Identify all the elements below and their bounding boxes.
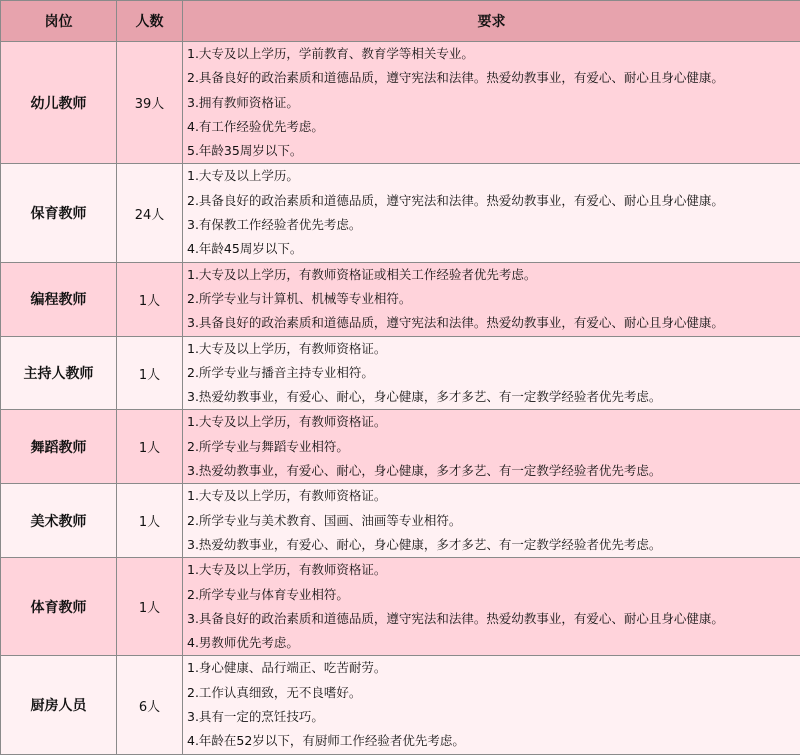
- header-count: 人数: [117, 1, 183, 42]
- header-row: [1, 1, 800, 42]
- requirements-cell: [183, 262, 800, 336]
- requirement-line: 4.有工作经验优先考虑。: [187, 115, 796, 139]
- requirement-line: 1.大专及以上学历，学前教育、教育学等相关专业。: [187, 42, 796, 66]
- requirement-line: 1.大专及以上学历，有教师资格证。: [187, 484, 796, 508]
- table-row: [1, 336, 800, 410]
- requirement-line: 3.具备良好的政治素质和道德品质，遵守宪法和法律。热爱幼教事业，有爱心、耐心且身心健康。: [187, 607, 796, 631]
- count-cell: 6人: [117, 656, 183, 754]
- table-body: [1, 42, 800, 755]
- count-cell: 1人: [117, 336, 183, 410]
- count-cell: 1人: [117, 558, 183, 656]
- table-row: [1, 558, 800, 656]
- requirements-cell: [183, 656, 800, 754]
- table-row: [1, 656, 800, 754]
- requirement-line: 1.大专及以上学历，有教师资格证。: [187, 410, 796, 434]
- requirements-cell: [183, 558, 800, 656]
- requirements-cell: [183, 164, 800, 262]
- position-cell: 主持人教师: [1, 336, 117, 410]
- requirement-line: 3.拥有教师资格证。: [187, 91, 796, 115]
- requirement-line: 1.大专及以上学历，有教师资格证或相关工作经验者优先考虑。: [187, 263, 796, 287]
- requirement-line: 3.具备良好的政治素质和道德品质，遵守宪法和法律。热爱幼教事业，有爱心、耐心且身心健康。: [187, 311, 796, 335]
- table-row: [1, 484, 800, 558]
- requirement-line: 2.所学专业与美术教育、国画、油画等专业相符。: [187, 509, 796, 533]
- count-cell: 1人: [117, 410, 183, 484]
- count-cell: 24人: [117, 164, 183, 262]
- requirement-line: 2.具备良好的政治素质和道德品质，遵守宪法和法律。热爱幼教事业，有爱心、耐心且身心健康。: [187, 66, 796, 90]
- requirement-line: 1.大专及以上学历。: [187, 164, 796, 188]
- position-cell: 幼儿教师: [1, 42, 117, 164]
- requirement-line: 1.大专及以上学历，有教师资格证。: [187, 558, 796, 582]
- requirements-cell: [183, 484, 800, 558]
- table-row: [1, 164, 800, 262]
- requirement-line: 2.工作认真细致，无不良嗜好。: [187, 681, 796, 705]
- requirement-line: 4.男教师优先考虑。: [187, 631, 796, 655]
- table-row: [1, 42, 800, 164]
- requirement-line: 4.年龄45周岁以下。: [187, 237, 796, 261]
- header-position: 岗位: [1, 1, 117, 42]
- requirements-cell: [183, 336, 800, 410]
- requirement-line: 1.大专及以上学历，有教师资格证。: [187, 337, 796, 361]
- requirement-line: 1.身心健康、品行端正、吃苦耐劳。: [187, 656, 796, 680]
- requirement-line: 5.年龄35周岁以下。: [187, 139, 796, 163]
- requirement-line: 3.具有一定的烹饪技巧。: [187, 705, 796, 729]
- requirement-line: 2.所学专业与舞蹈专业相符。: [187, 435, 796, 459]
- requirement-line: 2.所学专业与计算机、机械等专业相符。: [187, 287, 796, 311]
- position-cell: 舞蹈教师: [1, 410, 117, 484]
- position-cell: 编程教师: [1, 262, 117, 336]
- requirements-cell: [183, 410, 800, 484]
- count-cell: 1人: [117, 484, 183, 558]
- header-requirements: 要求: [183, 1, 800, 42]
- position-cell: 美术教师: [1, 484, 117, 558]
- requirement-line: 2.所学专业与体育专业相符。: [187, 583, 796, 607]
- position-cell: 厨房人员: [1, 656, 117, 754]
- requirement-line: 2.具备良好的政治素质和道德品质，遵守宪法和法律。热爱幼教事业，有爱心、耐心且身心健康。: [187, 189, 796, 213]
- requirement-line: 3.热爱幼教事业，有爱心、耐心，身心健康，多才多艺、有一定教学经验者优先考虑。: [187, 459, 796, 483]
- requirement-line: 3.热爱幼教事业，有爱心、耐心，身心健康，多才多艺、有一定教学经验者优先考虑。: [187, 385, 796, 409]
- requirement-line: 3.有保教工作经验者优先考虑。: [187, 213, 796, 237]
- table-row: [1, 262, 800, 336]
- requirement-line: 2.所学专业与播音主持专业相符。: [187, 361, 796, 385]
- position-cell: 保育教师: [1, 164, 117, 262]
- requirement-line: 3.热爱幼教事业，有爱心、耐心，身心健康，多才多艺、有一定教学经验者优先考虑。: [187, 533, 796, 557]
- requirements-cell: [183, 42, 800, 164]
- requirement-line: 4.年龄在52岁以下，有厨师工作经验者优先考虑。: [187, 729, 796, 753]
- table-row: [1, 410, 800, 484]
- count-cell: 1人: [117, 262, 183, 336]
- count-cell: 39人: [117, 42, 183, 164]
- position-cell: 体育教师: [1, 558, 117, 656]
